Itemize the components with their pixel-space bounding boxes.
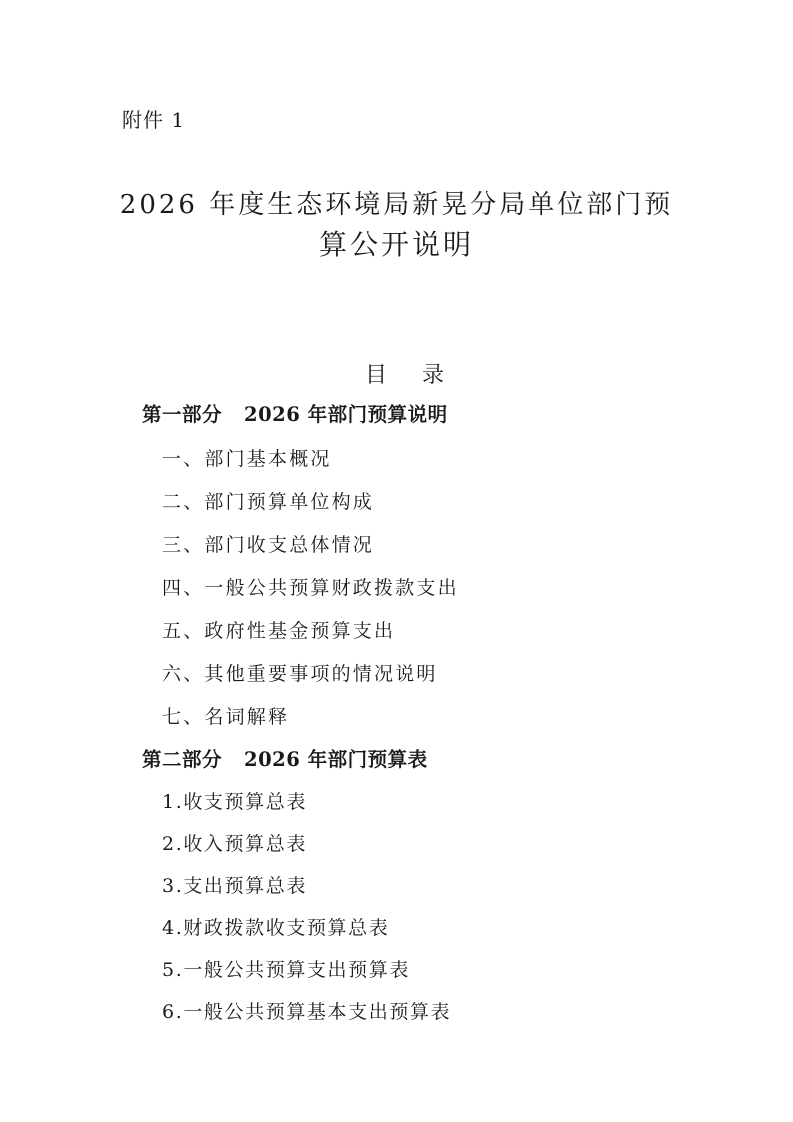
toc-heading: 目 录 (365, 363, 458, 388)
toc-item: 三、部门收支总体情况 (162, 534, 375, 556)
toc-table-item: 1.收支预算总表 (162, 791, 307, 813)
toc-table-item: 5.一般公共预算支出预算表 (162, 959, 410, 981)
toc-table-item: 2.收入预算总表 (162, 833, 307, 855)
toc-table-item: 3.支出预算总表 (162, 875, 307, 897)
toc-table-item: 6.一般公共预算基本支出预算表 (162, 1001, 452, 1023)
toc-part-1-heading (142, 400, 448, 430)
toc-item: 六、其他重要事项的情况说明 (162, 663, 438, 685)
toc-item: 七、名词解释 (162, 706, 290, 728)
document-title-line-1: 2026 年度生态环境局新晃分局单位部门预 (119, 190, 674, 220)
toc-item: 五、政府性基金预算支出 (162, 620, 396, 642)
toc-part-1-number: 第一部分 (142, 403, 223, 426)
toc-part-2-heading (142, 745, 428, 775)
toc-part-1-title: 2026 年部门预算说明 (244, 403, 448, 426)
document-title (0, 186, 793, 264)
toc-part-2-number: 第二部分 (142, 748, 223, 771)
document-title-line-2: 算公开说明 (318, 228, 474, 261)
toc-item: 二、部门预算单位构成 (162, 491, 375, 513)
toc-item: 一、部门基本概况 (162, 448, 332, 470)
toc-part-2-title: 2026 年部门预算表 (244, 748, 428, 771)
toc-table-item: 4.财政拨款收支预算总表 (162, 917, 390, 939)
attachment-label: 附件 1 (122, 108, 186, 132)
toc-item: 四、一般公共预算财政拨款支出 (162, 577, 459, 599)
